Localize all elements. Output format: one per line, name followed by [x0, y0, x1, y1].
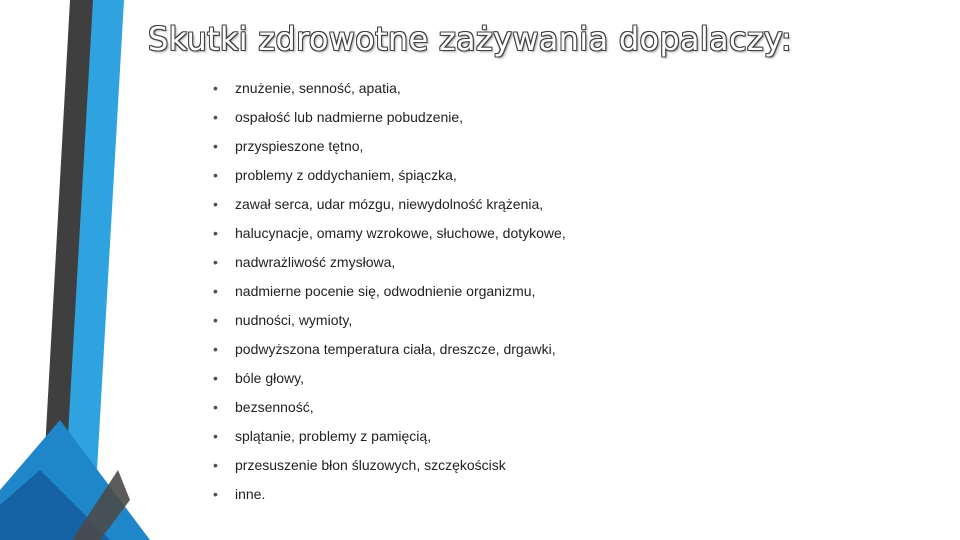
slide-title: Skutki zdrowotne zażywania dopalaczy: — [148, 20, 792, 58]
bullet-icon: • — [213, 138, 218, 154]
list-item — [213, 190, 566, 219]
bullet-icon: • — [213, 254, 218, 270]
bullet-icon: • — [213, 312, 218, 328]
list-item-text: bezsenność, — [235, 399, 314, 415]
list-item-text: nadmierne pocenie się, odwodnienie organizmu, — [235, 283, 536, 299]
list-item — [213, 480, 566, 509]
list-item-text: halucynacje, omamy wzrokowe, słuchowe, dotykowe, — [235, 225, 566, 241]
list-item-text: bóle głowy, — [235, 370, 305, 386]
bullet-icon: • — [213, 486, 218, 502]
list-item — [213, 422, 566, 451]
list-item — [213, 393, 566, 422]
list-item-text: podwyższona temperatura ciała, dreszcze, drgawki, — [235, 341, 556, 357]
decorative-side-bands — [0, 0, 200, 540]
list-item — [213, 335, 566, 364]
health-effects-list — [213, 74, 566, 509]
bullet-icon: • — [213, 80, 218, 96]
list-item — [213, 248, 566, 277]
list-item-text: problemy z oddychaniem, śpiączka, — [235, 167, 457, 183]
bullet-icon: • — [213, 428, 218, 444]
list-item — [213, 306, 566, 335]
bullet-icon: • — [213, 225, 218, 241]
bullet-icon: • — [213, 196, 218, 212]
list-item — [213, 103, 566, 132]
list-item — [213, 219, 566, 248]
bullet-icon: • — [213, 370, 218, 386]
list-item — [213, 277, 566, 306]
bullet-icon: • — [213, 341, 218, 357]
list-item — [213, 74, 566, 103]
list-item-text: inne. — [235, 486, 266, 502]
list-item-text: przesuszenie błon śluzowych, szczękościsk — [235, 457, 506, 473]
list-item-text: nadwrażliwość zmysłowa, — [235, 254, 396, 270]
list-item-text: nudności, wymioty, — [235, 312, 353, 328]
bullet-icon: • — [213, 283, 218, 299]
list-item — [213, 451, 566, 480]
bullet-icon: • — [213, 457, 218, 473]
list-item-text: splątanie, problemy z pamięcią, — [235, 428, 432, 444]
list-item-text: ospałość lub nadmierne pobudzenie, — [235, 109, 464, 125]
list-item — [213, 161, 566, 190]
bullet-icon: • — [213, 399, 218, 415]
bullet-icon: • — [213, 109, 218, 125]
list-item-text: znużenie, senność, apatia, — [235, 80, 401, 96]
list-item — [213, 364, 566, 393]
list-item-text: przyspieszone tętno, — [235, 138, 364, 154]
list-item-text: zawał serca, udar mózgu, niewydolność krążenia, — [235, 196, 544, 212]
list-item — [213, 132, 566, 161]
bullet-icon: • — [213, 167, 218, 183]
